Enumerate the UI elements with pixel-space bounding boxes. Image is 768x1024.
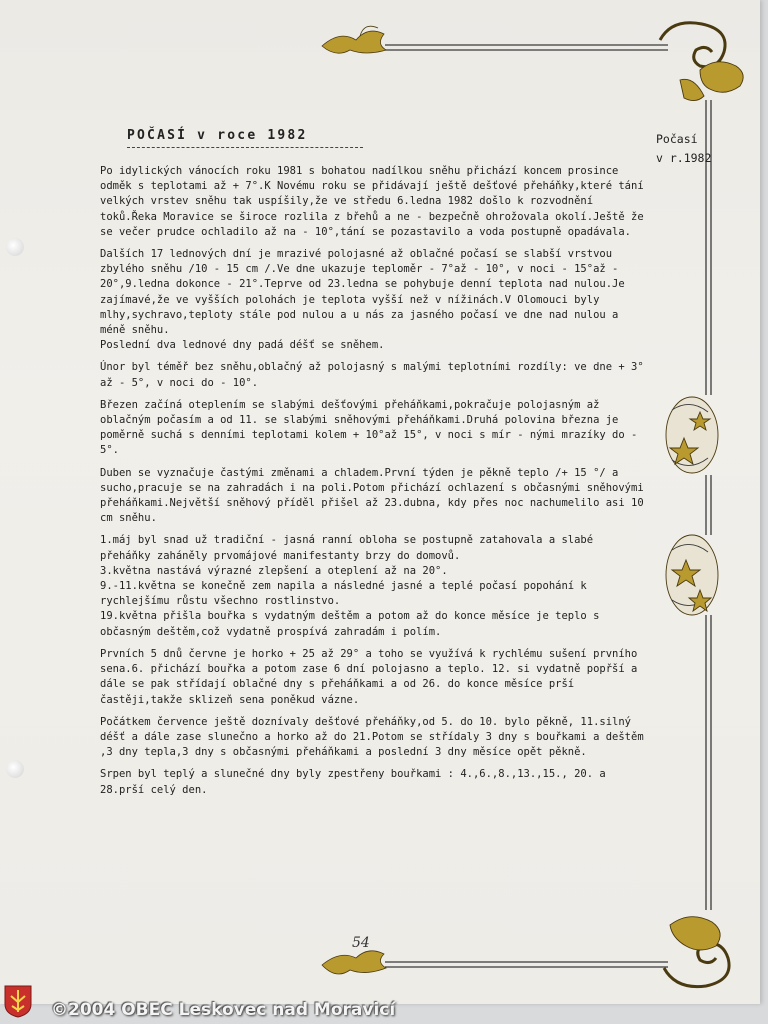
- paragraph: 19.května přišla bouřka s vydatným deštěm a potom až do konce měsíce je teplo s občasným deštěm,což vydatně prospívá zahradám i polím.: [100, 610, 600, 638]
- paragraph: Duben se vyznačuje častými změnami a chladem.První týden je pěkně teplo /+ 15 °/ a sucho,pracuje se na zahradách i na poli.Potom přichází ochlazení s občasnými sněhovými přeháňkami.Největší sněhový příděl přišel až 23.dubna, kdy přes noc nachumelilo asi 10 cm sněhu.: [100, 466, 644, 525]
- paragraph: 9.-11.května se konečně zem napila a následné jasné a teplé počasí popohání k rychlejšímu růstu všechno rostlinstvo.: [100, 580, 587, 608]
- watermark-footer: [0, 996, 768, 1024]
- margin-note: [656, 130, 711, 168]
- paragraph: Počátkem července ještě doznívaly dešťové přeháňky,od 5. do 10. bylo pěkně, 11.silný déšť a dále zase slunečno a horko až do 21.Potom se střídaly 3 dny s bouřkami a deštěm ,3 dny tepla,3 dny s občasnými přeháňkami a poslední 3 dny měsíce opět pěkně.: [100, 715, 644, 759]
- paragraph: 3.května nastává výrazné zlepšení a oteplení až na 20°.: [100, 564, 448, 577]
- paragraph: Po idylických vánocích roku 1981 s bohatou nadílkou sněhu přichází koncem prosince odměk s teplotami až + 7°.K Novému roku se přidávají ještě dešťové přeháňky,které tání velkých vrstev sněhu tak uspíšily,že ve středu 6.ledna 1982 došlo k rozvodnění toků.Řeka Moravice se široce rozlila z břehů a ne - bezpečně ohrožovala okolí.Ještě že se večer prudce ochladilo až na - 10°,tání se pozastavilo a voda postupně opadávala.: [100, 165, 644, 238]
- paragraph: 1.máj byl snad už tradiční - jasná ranní obloha se postupně zatahovala a slabé přeháňky zaháněly prvomájové manifestanty brzy do domovů.: [100, 534, 594, 562]
- document-body: [100, 164, 645, 805]
- margin-note-line: v r.1982: [656, 151, 712, 165]
- paragraph: Březen začíná oteplením se slabými dešťovými přeháňkami,pokračuje polojasným až oblačným počasím a od 11. se slabými sněhovými přeháňkami.Druhá polovina března je poměrně suchá s denními teplotami kolem + 10°až 15°, v noci s mír - nými mrazíky do - 5°.: [100, 398, 638, 457]
- paragraph: Prvních 5 dnů červne je horko + 25 až 29° a toho se využívá k rychlému sušení prvního sena.6. přichází bouřka a potom zase 6 dní polojasno a teplo. 12. si vydatně popřší a dále se pak střídají oblačné dny s přeháňkami a od 26. do konce měsíce prší častěji,takže sklizeň sena poněkud vázne.: [100, 647, 638, 706]
- paragraph: Dalších 17 lednových dní je mrazivé polojasné až oblačné počasí se slabší vrstvou zbylého sněhu /10 - 15 cm /.Ve dne ukazuje teploměr - 7°až - 10°, v noci - 15°až - 20°,9.ledna dokonce - 21°.Teprve od 23.ledna se pohybuje denní teplota nad nulou.Je zajímavé,že ve vyšších polohách je teplota vyšší než v nížinách.V Olomouci byly mlhy,sychravo,teploty stále pod nulou a u nás za jasného počasí ve dne nad nulou a méně sněhu.: [100, 248, 625, 337]
- paragraph: Poslední dva lednové dny padá déšť se sněhem.: [100, 339, 385, 352]
- copyright-watermark: ©2004 OBEC Leskovec nad Moravicí: [51, 1000, 396, 1020]
- margin-note-line: Počasí: [656, 132, 698, 146]
- municipal-crest-icon: [3, 984, 33, 1018]
- paragraph: Únor byl téměř bez sněhu,oblačný až polojasný s malými teplotními rozdíly: ve dne + 3° až - 5°, v noci do - 10°.: [100, 361, 644, 389]
- page-number: 54: [352, 935, 370, 951]
- document-title: POČASÍ v roce 1982: [127, 128, 363, 148]
- paragraph: Srpen byl teplý a slunečné dny byly zpestřeny bouřkami : 4.,6.,8.,13.,15., 20. a 28.prší celý den.: [100, 768, 606, 796]
